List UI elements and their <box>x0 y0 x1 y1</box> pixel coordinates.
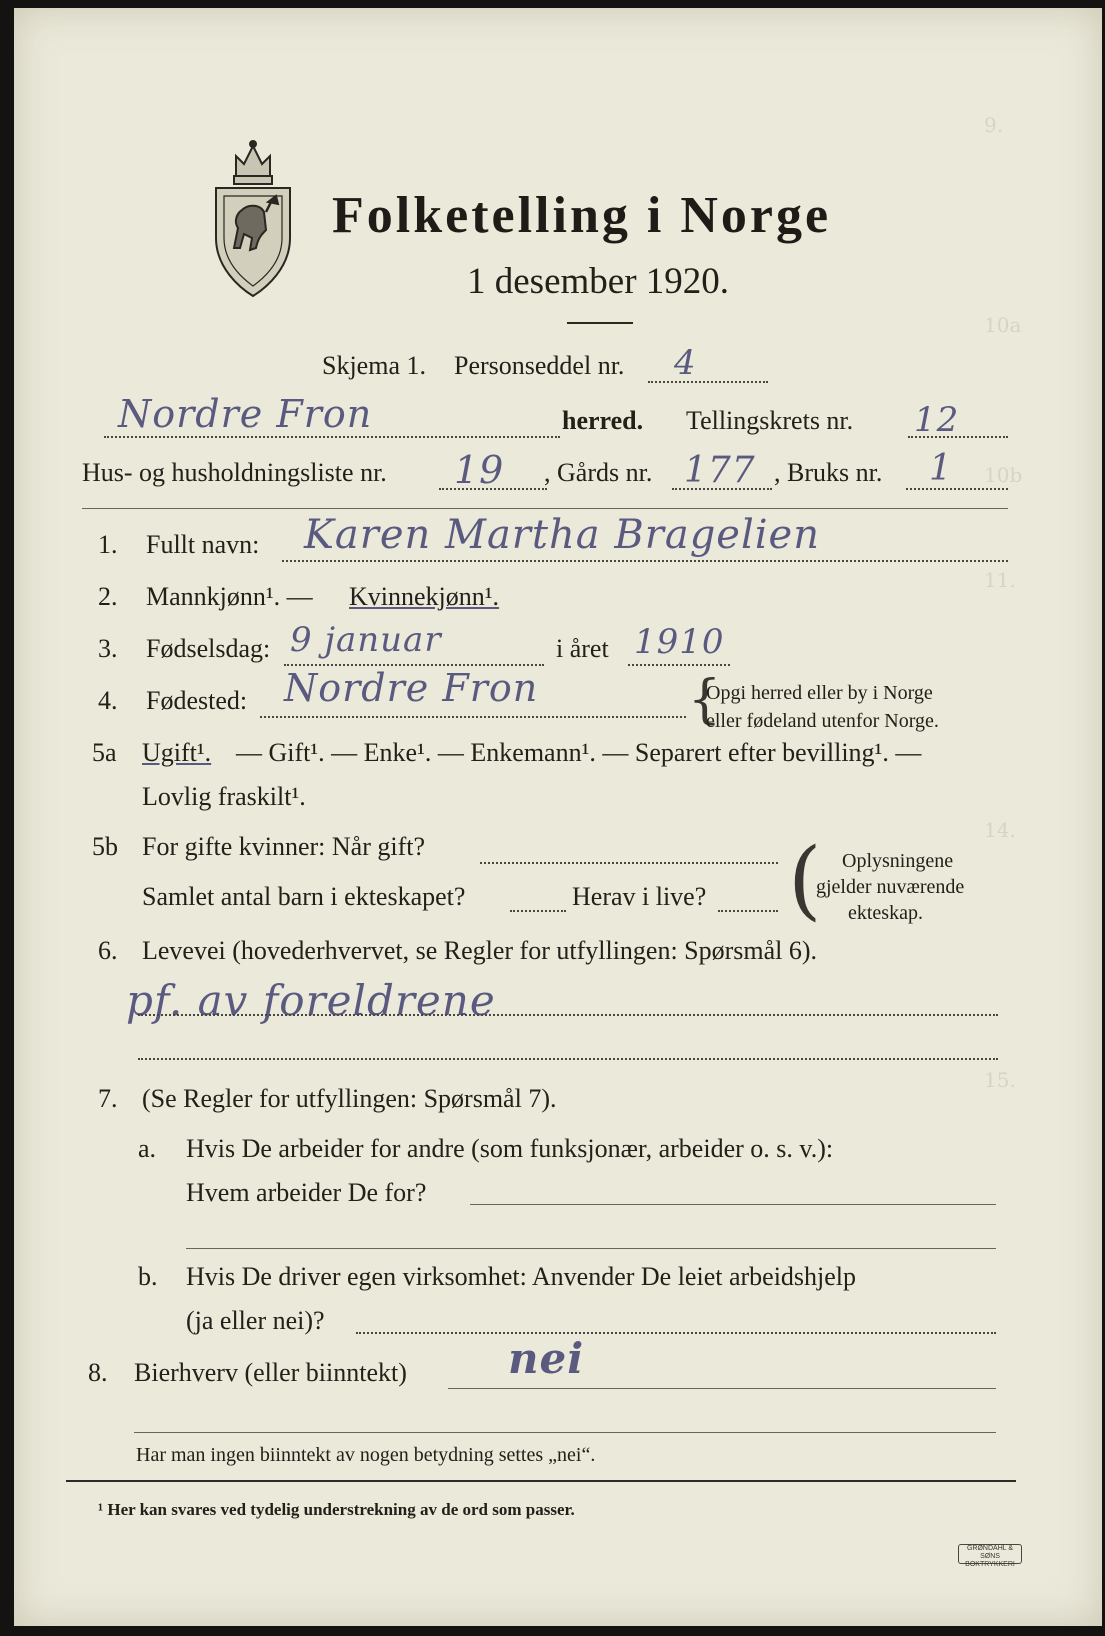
birthplace-note-brace: { <box>688 670 722 730</box>
q4-number: 4. <box>98 686 118 715</box>
q1-number: 1. <box>98 530 118 559</box>
children-alive-label: Herav i live? <box>572 882 707 911</box>
q7-number: 7. <box>98 1084 118 1113</box>
bruks-field[interactable] <box>906 488 1008 490</box>
gender-male-option[interactable]: Mannkjønn¹. — <box>146 582 313 611</box>
birth-year-label: i året <box>556 634 609 663</box>
birthplace-note-2: eller fødeland utenfor Norge. <box>706 710 939 732</box>
birthplace-note-1: Opgi herred eller by i Norge <box>706 682 933 704</box>
marriage-note-2: gjelder nuværende <box>816 876 965 898</box>
title-divider <box>567 322 633 324</box>
census-date: 1 desember 1920. <box>467 261 730 302</box>
occupation-field-1[interactable] <box>138 1014 998 1016</box>
employer-field-2[interactable] <box>186 1248 996 1249</box>
bleed-through-text: 9. <box>984 113 1004 137</box>
bleed-through-text: 10b <box>984 463 1023 487</box>
birthplace-value: Nordre Fron <box>284 666 539 710</box>
children-alive-field[interactable] <box>718 910 778 912</box>
side-income-value: nei <box>508 1334 585 1383</box>
side-income-field-2[interactable] <box>134 1432 996 1433</box>
q7b-label-1: Hvis De driver egen virksomhet: Anvender De leiet arbeidshjelp <box>186 1262 857 1291</box>
bruks-label: , Bruks nr. <box>774 458 883 487</box>
occupation-value: pf. av foreldrene <box>126 976 496 1025</box>
census-form-page <box>14 8 1102 1626</box>
side-income-label: Bierhverv (eller biinntekt) <box>134 1358 407 1387</box>
footnote-rule <box>66 1480 1016 1482</box>
herred-label: herred. <box>562 406 644 435</box>
side-income-note: Har man ingen biinntekt av nogen betydning settes „nei“. <box>136 1444 596 1466</box>
q5b-number: 5b <box>92 832 118 861</box>
q7b-label-2: (ja eller nei)? <box>186 1306 325 1335</box>
herred-field[interactable] <box>104 436 560 438</box>
bleed-through-text: 15. <box>984 1068 1016 1092</box>
q1-label: Fullt navn: <box>146 530 260 559</box>
tellingskrets-label: Tellingskrets nr. <box>686 406 854 435</box>
norwegian-coat-of-arms-icon <box>206 138 300 298</box>
personseddel-field[interactable] <box>648 381 768 383</box>
birth-year-field[interactable] <box>628 664 730 666</box>
occupation-label: Levevei (hovederhvervet, se Regler for utfyllingen: Spørsmål 6). <box>142 936 818 965</box>
tellingskrets-value: 12 <box>914 400 960 440</box>
side-income-field[interactable] <box>448 1388 996 1389</box>
gards-value: 177 <box>684 450 756 491</box>
children-count-label: Samlet antal barn i ekteskapet? <box>142 882 466 911</box>
footnote: ¹ Her kan svares ved tydelig understrekning av de ord som passer. <box>98 1500 575 1519</box>
marriage-note-brace: ( <box>788 830 822 930</box>
marriage-note-3: ekteskap. <box>848 902 923 924</box>
q5a-number: 5a <box>92 738 117 767</box>
hired-help-field[interactable] <box>356 1332 996 1334</box>
q3-number: 3. <box>98 634 118 663</box>
personseddel-value: 4 <box>674 343 697 383</box>
full-name-field[interactable] <box>282 560 1008 562</box>
q7a-label-2: Hvem arbeider De for? <box>186 1178 427 1207</box>
birth-year-value: 1910 <box>634 622 725 662</box>
form-title: Folketelling i Norge <box>332 187 832 244</box>
husliste-label: Hus- og husholdningsliste nr. <box>82 458 387 487</box>
printer-stamp: GRØNDAHL & SØNS BOKTRYKKERI <box>958 1544 1022 1564</box>
bruks-value: 1 <box>929 448 953 489</box>
employer-field[interactable] <box>470 1204 996 1205</box>
q2-number: 2. <box>98 582 118 611</box>
q6-number: 6. <box>98 936 118 965</box>
gards-label: , Gårds nr. <box>544 458 653 487</box>
q4-label: Fødested: <box>146 686 248 715</box>
marital-fraskilt-option[interactable]: Lovlig fraskilt¹. <box>142 782 306 811</box>
herred-value: Nordre Fron <box>118 392 373 436</box>
marriage-note-1: Oplysningene <box>842 850 954 872</box>
q7a-label-1: Hvis De arbeider for andre (som funksjonær, arbeider o. s. v.): <box>186 1134 834 1163</box>
birthday-value: 9 januar <box>290 620 442 660</box>
q3-label: Fødselsdag: <box>146 634 271 663</box>
schema-label: Skjema 1. <box>322 351 426 380</box>
full-name-value: Karen Martha Bragelien <box>304 512 820 558</box>
bleed-through-text: 14. <box>984 818 1016 842</box>
marital-ugift-option[interactable]: Ugift¹. <box>142 738 212 767</box>
q7b-number: b. <box>138 1262 158 1291</box>
children-count-field[interactable] <box>510 910 566 912</box>
gender-female-option[interactable]: Kvinnekjønn¹. <box>349 582 500 611</box>
header-rule <box>82 508 1008 509</box>
bleed-through-text: 10a <box>984 313 1022 337</box>
marital-status-options[interactable]: — Gift¹. — Enke¹. — Enkemann¹. — Separert efter bevilling¹. — <box>236 738 922 767</box>
husliste-value: 19 <box>454 448 505 492</box>
occupation-field-2[interactable] <box>138 1058 998 1060</box>
q7-label: (Se Regler for utfyllingen: Spørsmål 7). <box>142 1084 557 1113</box>
q8-number: 8. <box>88 1358 108 1387</box>
q7a-number: a. <box>138 1134 157 1163</box>
birthplace-field[interactable] <box>260 716 686 718</box>
bleed-through-text: 11. <box>984 568 1016 592</box>
personseddel-label: Personseddel nr. <box>454 351 625 380</box>
married-when-label: For gifte kvinner: Når gift? <box>142 832 426 861</box>
married-when-field[interactable] <box>480 862 778 864</box>
